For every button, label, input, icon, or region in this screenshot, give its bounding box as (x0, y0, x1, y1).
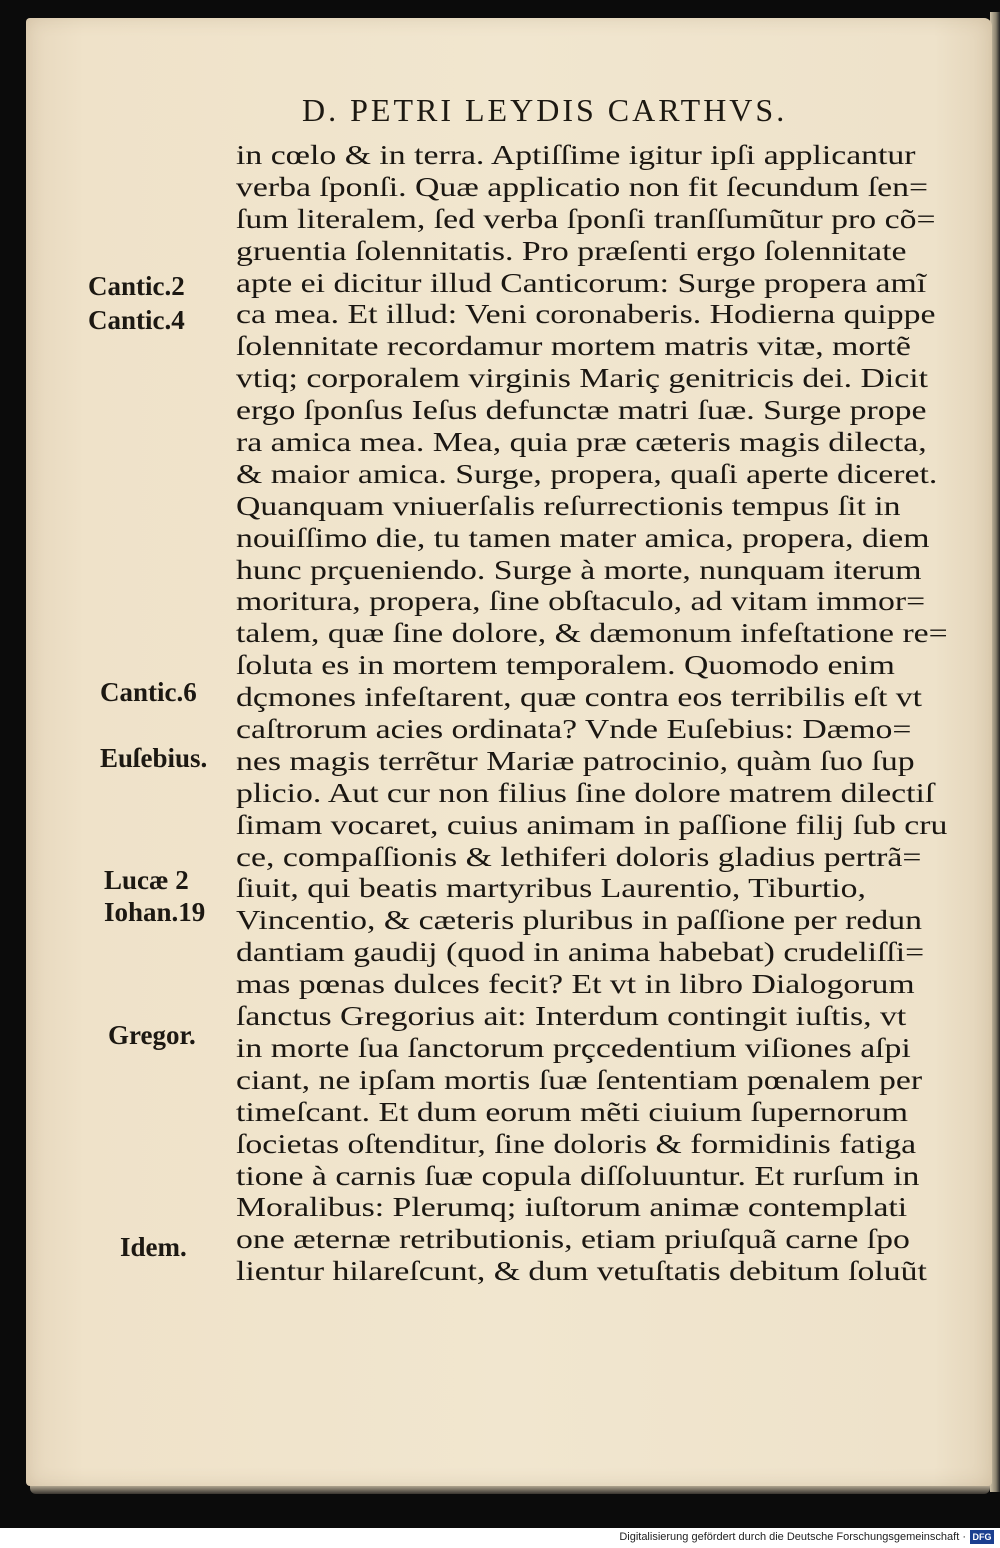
text-line: ſiuit, qui beatis martyribus Laurentio, Tiburtio, (236, 873, 866, 904)
text-line: ſum literalem, ſed verba ſponſi tranſſumũtur pro cõ= (236, 203, 936, 234)
text-line: vtiq; corporalem virginis Mariç genitricis dei. Dicit (236, 363, 929, 394)
text-line: Quanquam vniuerſalis reſurrectionis tempus ſit in (236, 490, 901, 521)
text-line: tione à carnis ſuæ copula diſſoluuntur. Et rurſum in (236, 1160, 920, 1191)
text-line: nes magis terrẽtur Mariæ patrocinio, quàm ſuo ſup (236, 745, 915, 776)
text-line: ce, compaſſionis & lethiferi doloris gladius pertrã= (236, 841, 922, 872)
text-line: ſolennitate recordamur mortem matris vitæ, mortẽ (236, 331, 911, 362)
margin-note-eusebius: Euſebius. (100, 743, 208, 773)
footer-credit: Digitalisierung gefördert durch die Deutsche Forschungsgemeinschaft · (619, 1531, 966, 1543)
text-line: ſocietas oſtenditur, ſine doloris & formidinis fatiga (236, 1128, 917, 1159)
text-line: dantiam gaudij (quod in anima habebat) crudeliſſi= (236, 937, 925, 968)
dfg-logo: DFG (970, 1530, 994, 1544)
text-line: mas pœnas dulces fecit? Et vt in libro Dialogorum (236, 969, 915, 1000)
text-line: one æternæ retributionis, etiam priuſquã carne ſpo (236, 1224, 910, 1255)
margin-note-cantic-6: Cantic.6 (100, 677, 197, 707)
margin-note-cantic-4: Cantic.4 (88, 305, 185, 335)
margin-note-gregor: Gregor. (108, 1020, 196, 1050)
margin-note-idem: Idem. (120, 1232, 187, 1262)
text-line: hunc prçueniendo. Surge à morte, nunquam iterum (236, 554, 922, 585)
text-line: ca mea. Et illud: Veni coronaberis. Hodierna quippe (236, 299, 936, 330)
text-line: in cœlo & in terra. Aptiſſime igitur ipſi applicantur (236, 140, 916, 170)
margin-note-lucae: Lucæ 2 (104, 865, 189, 895)
margin-note-cantic-2: Cantic.2 (88, 271, 185, 301)
running-header: D. PETRI LEYDIS CARTHVS. (302, 92, 788, 128)
text-line: caſtrorum acies ordinata? Vnde Euſebius: Dæmo= (236, 714, 912, 745)
text-line: moritura, propera, ſine obſtaculo, ad vitam immor= (236, 586, 926, 617)
text-line: ciant, ne ipſam mortis ſuæ ſententiam pœnalem per (236, 1064, 923, 1095)
text-line: Vincentio, & cæteris pluribus in paſſione per redun (236, 905, 922, 936)
text-line: in morte ſua ſanctorum prçcedentium viſiones aſpi (236, 1032, 911, 1063)
body-text (236, 140, 952, 1288)
text-line: nouiſſimo die, tu tamen mater amica, propera, diem (236, 522, 930, 553)
margin-note-iohan: Iohan.19 (104, 897, 206, 927)
text-line: dçmones infeſtarent, quæ contra eos terribilis eſt vt (236, 682, 923, 713)
text-line: ergo ſponſus Ieſus defunctæ matri ſuæ. Surge prope (236, 395, 927, 426)
text-line: Moralibus: Plerumq; iuſtorum animæ contemplati (236, 1192, 908, 1223)
text-line: & maior amica. Surge, propera, quaſi aperte diceret. (236, 458, 938, 489)
text-line: plicio. Aut cur non filius ſine dolore matrem dilectiſ (236, 777, 935, 808)
text-line: ſanctus Gregorius ait: Interdum contingit iuſtis, vt (236, 1001, 907, 1032)
text-line: talem, quæ ſine dolore, & dæmonum infeſtatione re= (236, 618, 948, 649)
text-line: ſimam vocaret, cuius animam in paſſione filij ſub cru (236, 809, 948, 840)
text-line: timeſcant. Et dum eorum mẽti ciuium ſupernorum (236, 1096, 909, 1127)
text-line: gruentia ſolennitatis. Pro præſenti ergo ſolennitate (236, 235, 907, 266)
text-line: ſoluta es in mortem temporalem. Quomodo enim (236, 650, 895, 681)
text-line: apte ei dicitur illud Canticorum: Surge propera amĩ (236, 267, 927, 298)
text-line: verba ſponſi. Quæ applicatio non fit ſecundum ſen= (236, 171, 929, 202)
text-line: lientur hilareſcunt, & dum vetuſtatis debitum ſoluũt (236, 1256, 927, 1287)
text-line: ra amica mea. Mea, quia præ cæteris magis dilecta, (236, 427, 927, 458)
